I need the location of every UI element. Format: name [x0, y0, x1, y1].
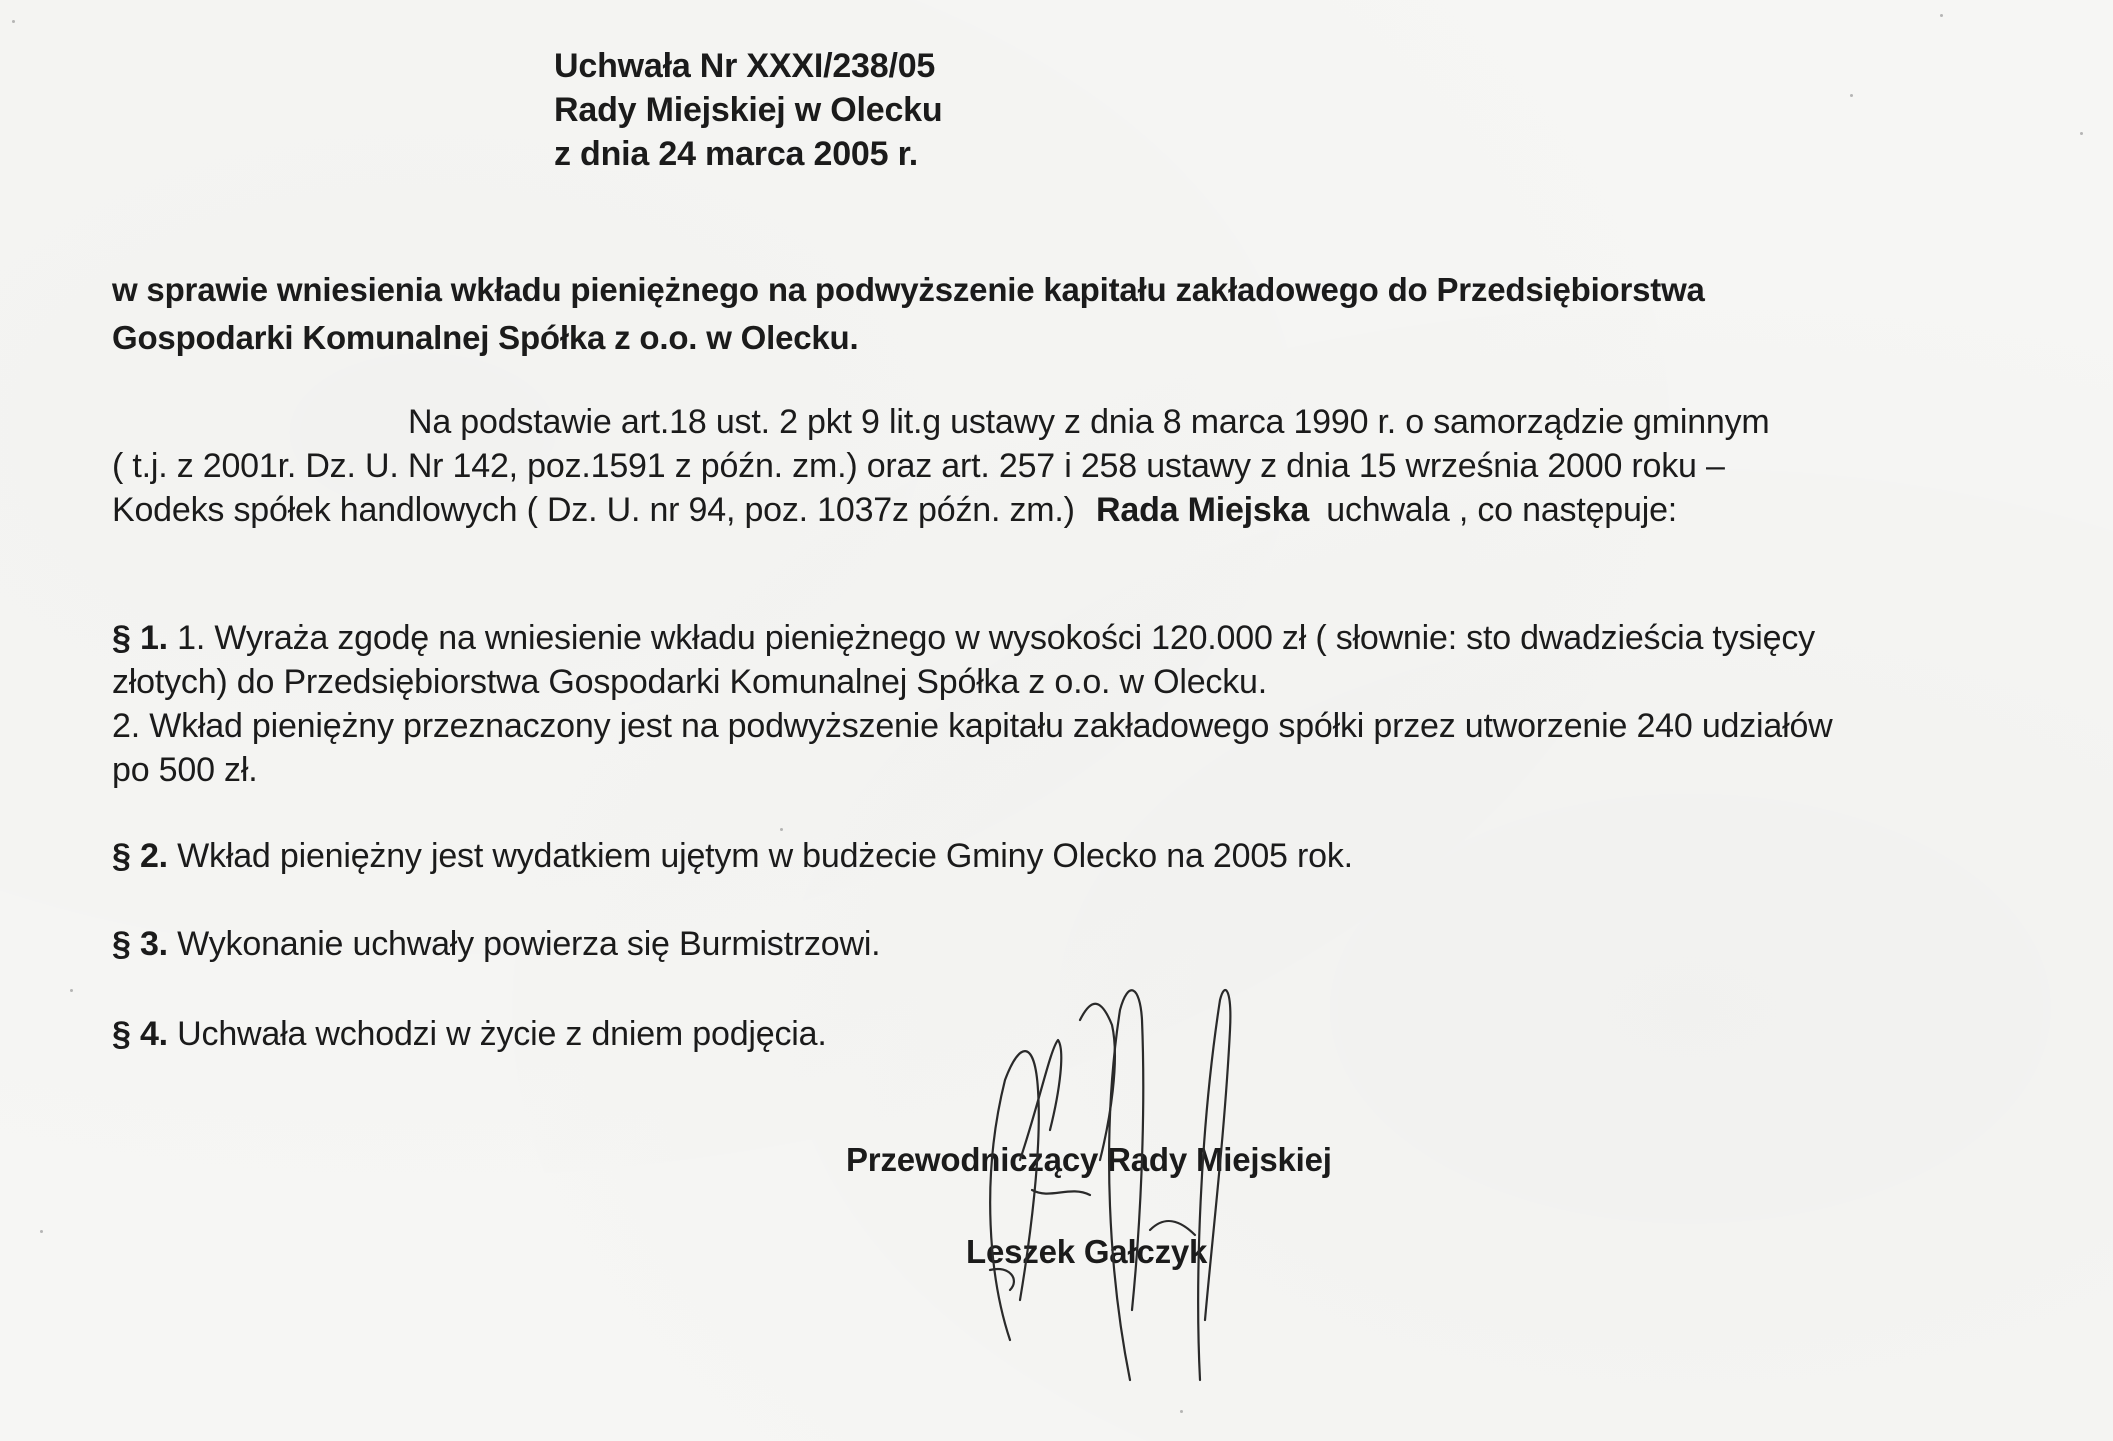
preamble-line-3	[112, 490, 1677, 530]
scan-speck	[780, 828, 783, 831]
subject-line-1: w sprawie wniesienia wkładu pieniężnego na podwyższenie kapitału zakładowego do Przedsiębiorstwa	[112, 271, 1705, 308]
paragraph-2-text: Wkład pieniężny jest wydatkiem ujętym w budżecie Gminy Olecko na 2005 rok.	[167, 837, 1353, 875]
resolution-date: z dnia 24 marca 2005 r.	[554, 135, 918, 173]
scan-speck	[40, 1230, 43, 1233]
paragraph-3-mark: § 3.	[112, 925, 168, 963]
resolution-number: Uchwała Nr XXXI/238/05	[554, 47, 936, 85]
scan-speck	[1180, 1410, 1183, 1413]
paragraph-1-line-2: złotych) do Przedsiębiorstwa Gospodarki Komunalnej Spółka z o.o. w Olecku.	[112, 663, 1267, 701]
paragraph-4-text: Uchwała wchodzi w życie z dniem podjęcia.	[167, 1015, 827, 1053]
scan-speck	[70, 989, 73, 992]
paragraph-1-line-1	[112, 618, 1815, 658]
preamble-line-2: ( t.j. z 2001r. Dz. U. Nr 142, poz.1591 z późn. zm.) oraz art. 257 i 258 ustawy z dnia 15 września 2000 roku –	[112, 447, 1725, 485]
preamble-line-3-start: Kodeks spółek handlowych ( Dz. U. nr 94, poz. 1037z późn. zm.)	[112, 491, 1075, 529]
paragraph-1-mark: § 1.	[112, 619, 168, 657]
paragraph-3	[112, 924, 880, 964]
scan-speck	[1940, 14, 1943, 17]
scan-speck	[2080, 132, 2083, 135]
paragraph-3-text: Wykonanie uchwały powierza się Burmistrzowi.	[167, 925, 881, 963]
signatory-title: Przewodniczący Rady Miejskiej	[846, 1141, 1332, 1178]
paragraph-2-mark: § 2.	[112, 837, 168, 875]
scan-speck	[12, 20, 15, 23]
resolution-council: Rady Miejskiej w Olecku	[554, 91, 943, 129]
paragraph-1-text-1: 1. Wyraża zgodę na wniesienie wkładu pieniężnego w wysokości 120.000 zł ( słownie: sto dwadzieścia tysięcy	[167, 619, 1815, 657]
preamble-line-3-end: uchwala , co następuje:	[1326, 491, 1678, 529]
preamble-line-1: Na podstawie art.18 ust. 2 pkt 9 lit.g ustawy z dnia 8 marca 1990 r. o samorządzie gminnym	[408, 403, 1770, 441]
preamble-council: Rada Miejska	[1096, 491, 1310, 529]
scan-speck	[1850, 94, 1853, 97]
paragraph-4-mark: § 4.	[112, 1015, 168, 1053]
paragraph-1-line-3: 2. Wkład pieniężny przeznaczony jest na podwyższenie kapitału zakładowego spółki przez utworzenie 240 udziałów	[112, 707, 1833, 745]
subject-line-2: Gospodarki Komunalnej Spółka z o.o. w Olecku.	[112, 319, 859, 356]
paragraph-4	[112, 1014, 827, 1054]
signatory-name: Leszek Gałczyk	[966, 1233, 1208, 1270]
handwritten-signature	[950, 980, 1290, 1400]
paragraph-2	[112, 836, 1353, 876]
paragraph-1-line-4: po 500 zł.	[112, 751, 258, 789]
